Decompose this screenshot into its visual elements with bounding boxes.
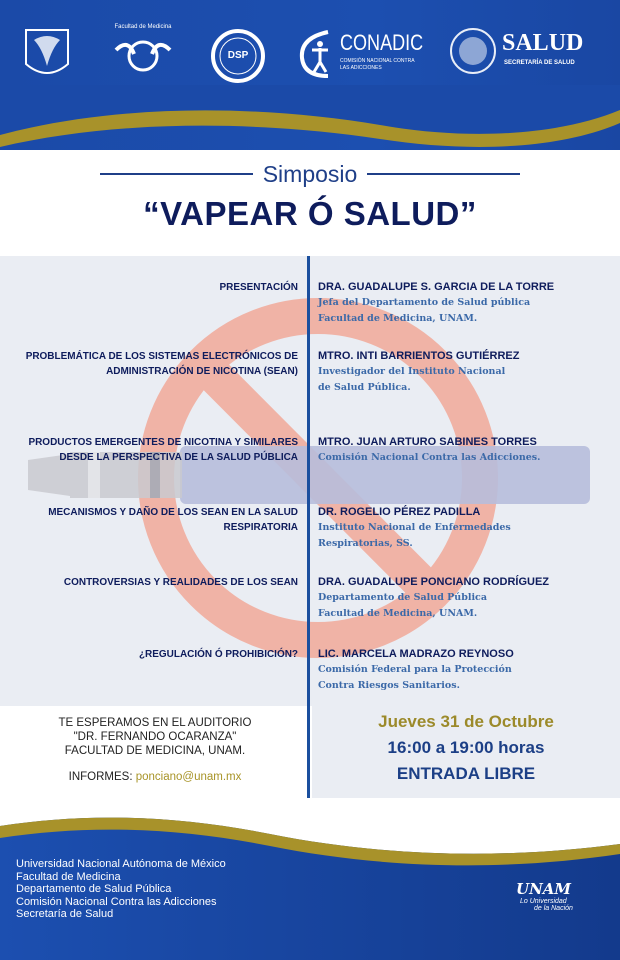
venue-info: TE ESPERAMOS EN EL AUDITORIO "DR. FERNANDO OCARANZA" FACULTAD DE MEDICINA, UNAM. INFORMES: ponciano@unam.mx bbox=[20, 716, 290, 784]
topic-5: CONTROVERSIAS Y REALIDADES DE LOS SEAN bbox=[63, 576, 298, 588]
footer-institutions: Universidad Nacional Autónoma de México Facultad de Medicina Departamento de Salud Pública Comisión Nacional Contra las Adicciones Secretaría de Salud bbox=[16, 858, 226, 920]
topic-1: PRESENTACIÓN bbox=[219, 281, 298, 293]
event-date: Jueves 31 de Octubre bbox=[378, 712, 554, 731]
speaker-5: DRA. GUADALUPE PONCIANO RODRÍGUEZ Departamento de Salud Pública Facultad de Medicina, UNAM. bbox=[318, 576, 550, 619]
svg-text:DSP: DSP bbox=[227, 50, 249, 61]
dsp-logo bbox=[210, 28, 266, 84]
subtitle-line-right bbox=[367, 173, 520, 175]
unam-nacion-logo: UNAM Lo Universidad de la Nación bbox=[516, 880, 573, 912]
contact-email-link[interactable]: ponciano@unam.mx bbox=[135, 771, 242, 783]
speaker-1: DRA. GUADALUPE S. GARCIA DE LA TORRE Jefa del Departamento de Salud pública Facultad de Medicina, UNAM. bbox=[318, 281, 555, 324]
header-wave-decoration bbox=[0, 85, 620, 160]
entry-free: ENTRADA LIBRE bbox=[396, 764, 536, 783]
topic-2: PROBLEMÁTICA DE LOS SISTEMAS ELECTRÓNICOS DE ADMINISTRACIÓN DE NICOTINA (SEAN) bbox=[25, 350, 298, 377]
main-title: “VAPEAR Ó SALUD” bbox=[143, 195, 477, 232]
subtitle: Simposio bbox=[262, 160, 358, 187]
topic-4: MECANISMOS Y DAÑO DE LOS SEAN EN LA SALUD RESPIRATORIA bbox=[48, 506, 299, 533]
column-divider bbox=[307, 256, 310, 798]
topic-6: ¿REGULACIÓN Ó PROHIBICIÓN? bbox=[138, 648, 298, 660]
speaker-2: MTRO. INTI BARRIENTOS GUTIÉRREZ Investigador del Instituto Nacional de Salud Pública. bbox=[318, 350, 520, 393]
subtitle-line-left bbox=[100, 173, 253, 175]
title-block bbox=[0, 155, 620, 250]
speaker-4: DR. ROGELIO PÉREZ PADILLA Instituto Nacional de Enfermedades Respiratorias, SS. bbox=[318, 506, 511, 549]
topic-3: PRODUCTOS EMERGENTES DE NICOTINA Y SIMILARES DESDE LA PERSPECTIVA DE LA SALUD PÚBLICA bbox=[28, 436, 299, 463]
informes: INFORMES: ponciano@unam.mx bbox=[68, 771, 242, 783]
logo-strip: Facultad de Medicina DSP CONADIC COMISIÓN NACIONAL CONTRA LAS ADICCIONES SALUD SECRETARÍA DE SALUD bbox=[0, 22, 620, 86]
speaker-6: LIC. MARCELA MADRAZO REYNOSO Comisión Federal para la Protección Contra Riesgos Sanitarios. bbox=[318, 648, 514, 691]
event-time: 16:00 a 19:00 horas bbox=[387, 738, 545, 757]
unam-shield-logo bbox=[22, 26, 72, 82]
event-details bbox=[312, 706, 620, 798]
speaker-3: MTRO. JUAN ARTURO SABINES TORRES Comisión Nacional Contra las Adicciones. bbox=[318, 436, 541, 463]
facultad-medicina-logo: Facultad de Medicina bbox=[112, 24, 174, 80]
